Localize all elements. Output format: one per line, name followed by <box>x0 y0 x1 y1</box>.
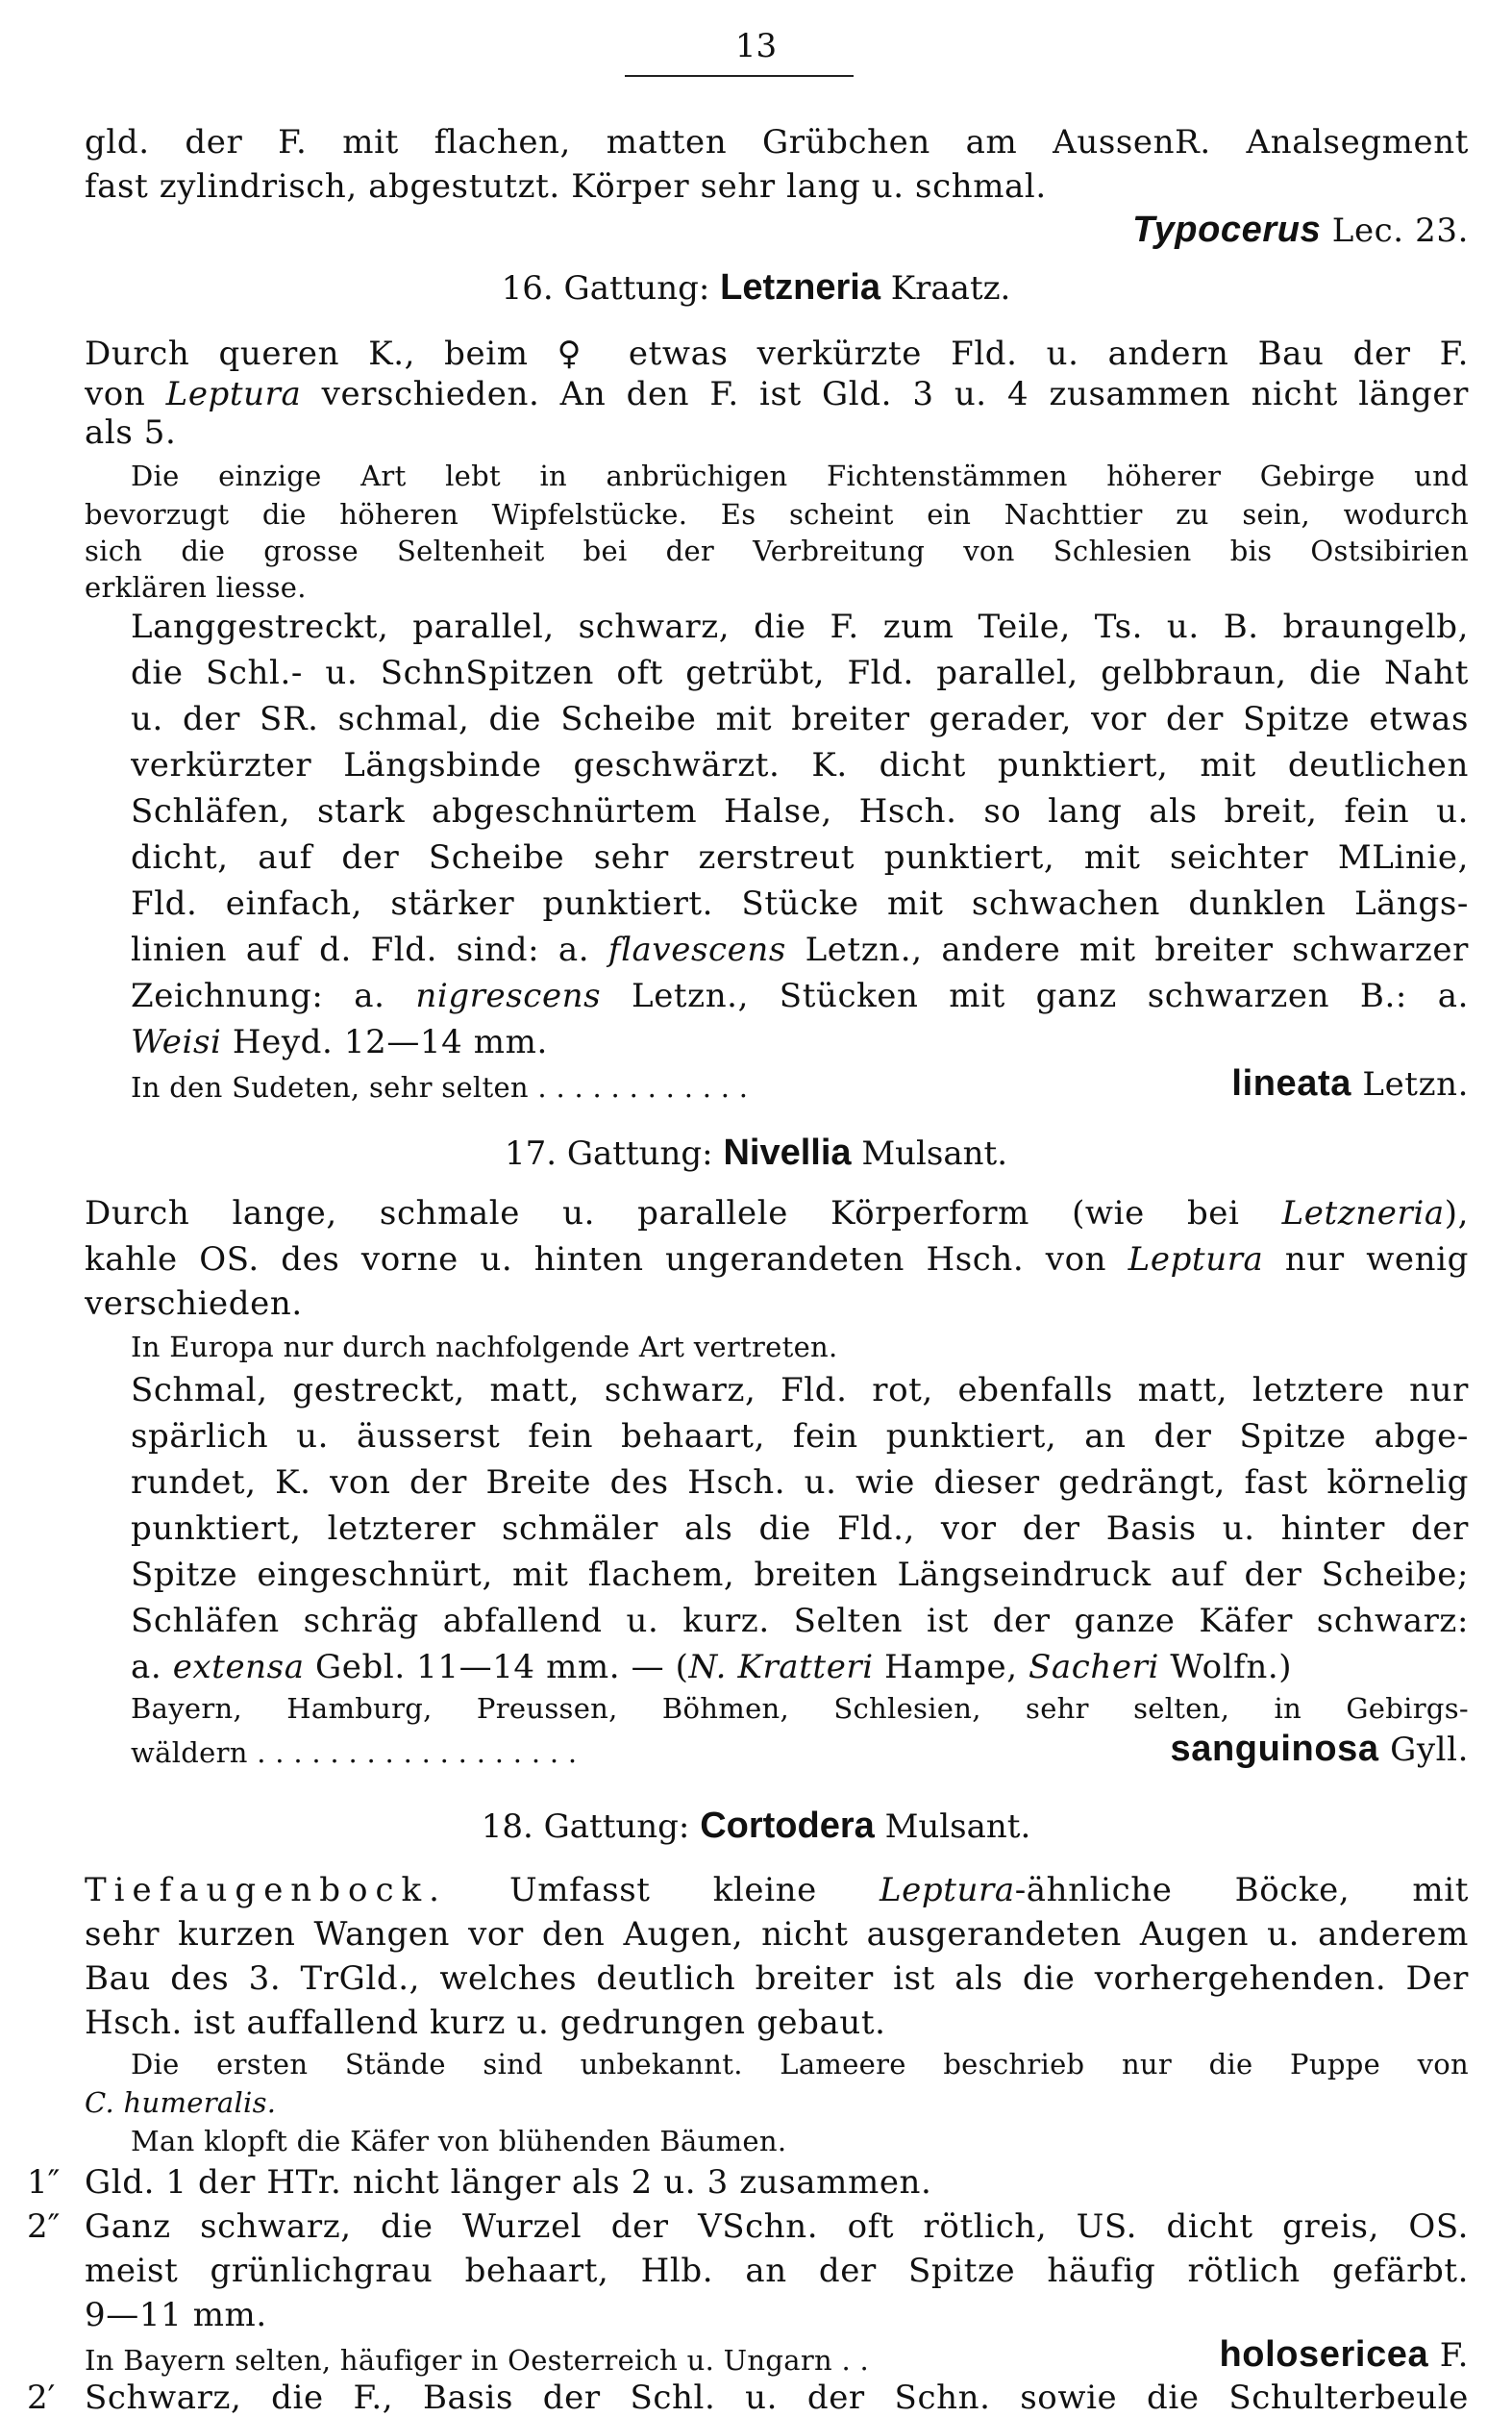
section-heading-16: 16. Gattung: Letzneria Kraatz. <box>501 267 1011 308</box>
text-line: Schwarz, die F., Basis der Schl. u. der Schn. sowie die Schulterbeule <box>85 2379 1469 2417</box>
species-name: lineata <box>1231 1063 1351 1104</box>
text-line: 9—11 mm. <box>85 2296 267 2334</box>
text-line: fast zylindrisch, abgestutzt. Körper sehr lang u. schmal. <box>85 167 1047 206</box>
text-line: dicht, auf der Scheibe sehr zerstreut punktiert, mit seichter MLinie, <box>131 838 1469 877</box>
text-line: Spitze eingeschnürt, mit flachem, breiten Längseindruck auf der Scheibe; <box>131 1556 1469 1594</box>
page-number: 13 <box>734 27 778 65</box>
text-line: meist grünlichgrau behaart, Hlb. an der Spitze häufig rötlich gefärbt. <box>85 2252 1469 2290</box>
text-line: C. humeralis. <box>85 2086 277 2119</box>
key-number: 1″ <box>27 2163 61 2202</box>
species-name-line: holosericea F. <box>1219 2334 1469 2375</box>
text-line: sehr kurzen Wangen vor den Augen, nicht ausgerandeten Augen u. anderem <box>85 1915 1469 1954</box>
text-line: von Leptura verschieden. An den F. ist Gld. 3 u. 4 zusammen nicht länger <box>85 375 1469 413</box>
text-line: Schläfen, stark abgeschnürtem Halse, Hsch. so lang als breit, fein u. <box>131 792 1469 831</box>
text-line: Langgestreckt, parallel, schwarz, die F. zum Teile, Ts. u. B. braungelb, <box>131 608 1469 646</box>
text-line: Zeichnung: a. nigrescens Letzn., Stücken mit ganz schwarzen B.: a. <box>131 977 1469 1015</box>
species-name-line: sanguinosa Gyll. <box>1170 1729 1469 1769</box>
genus-reference-line <box>85 210 1469 251</box>
text-line: In Europa nur durch nachfolgende Art vertreten. <box>131 1331 838 1363</box>
species-name: holosericea <box>1219 2334 1429 2375</box>
text-line: gld. der F. mit flachen, matten Grübchen am AussenR. Analsegment <box>85 123 1469 162</box>
genus-name: Letzneria <box>720 267 880 308</box>
text-line: Die ersten Stände sind unbekannt. Lameere beschrieb nur die Puppe von <box>131 2048 1469 2081</box>
text-line: linien auf d. Fld. sind: a. flavescens Letzn., andere mit breiter schwarzer <box>131 931 1469 969</box>
species-distribution-line: In Bayern selten, häufiger in Oesterreich u. Ungarn . . <box>85 2344 870 2377</box>
section-heading-18: 18. Gattung: Cortodera Mulsant. <box>481 1806 1031 1846</box>
author-citation: Lec. 23. <box>1331 212 1469 250</box>
text-line: Schmal, gestreckt, matt, schwarz, Fld. rot, ebenfalls matt, letztere nur <box>131 1371 1469 1409</box>
section-heading-17: 17. Gattung: Nivellia Mulsant. <box>504 1133 1008 1173</box>
text-line: erklären liesse. <box>85 571 307 604</box>
text-line: als 5. <box>85 413 177 452</box>
text-line: Tiefaugenbock. Umfasst kleine Leptura-ähnliche Böcke, mit <box>85 1871 1469 1909</box>
text-line: Man klopft die Käfer von blühenden Bäumen. <box>131 2125 787 2157</box>
species-distribution-line: In den Sudeten, sehr selten . . . . . . . . . . . . <box>131 1071 749 1104</box>
header-rule <box>625 75 854 77</box>
text-line: Weisi Heyd. 12—14 mm. <box>131 1023 548 1061</box>
text-line: bevorzugt die höheren Wipfelstücke. Es scheint ein Nachttier zu sein, wodurch <box>85 498 1469 531</box>
text-line: die Schl.- u. SchnSpitzen oft getrübt, Fld. parallel, gelbbraun, die Naht <box>131 654 1469 692</box>
text-line: verschieden. <box>85 1284 303 1323</box>
text-line: Durch queren K., beim ♀ etwas verkürzte Fld. u. andern Bau der F. <box>85 335 1469 373</box>
key-number: 2″ <box>27 2207 61 2246</box>
species-name: sanguinosa <box>1170 1729 1379 1769</box>
text-line: spärlich u. äusserst fein behaart, fein punktiert, an der Spitze abge- <box>131 1417 1469 1456</box>
text-line: Hsch. ist auffallend kurz u. gedrungen gebaut. <box>85 2004 886 2042</box>
text-line: u. der SR. schmal, die Scheibe mit breiter gerader, vor der Spitze etwas <box>131 700 1469 738</box>
text-line: Ganz schwarz, die Wurzel der VSchn. oft rötlich, US. dicht greis, OS. <box>85 2207 1469 2246</box>
species-distribution-line: wäldern . . . . . . . . . . . . . . . . . . <box>131 1736 578 1769</box>
genus-name: Cortodera <box>700 1806 875 1846</box>
text-line: verkürzter Längsbinde geschwärzt. K. dicht punktiert, mit deutlichen <box>131 746 1469 785</box>
text-line: Durch lange, schmale u. parallele Körperform (wie bei Letzneria), <box>85 1194 1469 1233</box>
text-line: kahle OS. des vorne u. hinten ungerandeten Hsch. von Leptura nur wenig <box>85 1240 1469 1279</box>
text-line: Gld. 1 der HTr. nicht länger als 2 u. 3 zusammen. <box>85 2163 932 2202</box>
text-line: Die einzige Art lebt in anbrüchigen Fichtenstämmen höherer Gebirge und <box>131 460 1469 492</box>
genus-name: Typocerus <box>1132 210 1322 250</box>
text-line: Bayern, Hamburg, Preussen, Böhmen, Schlesien, sehr selten, in Gebirgs- <box>131 1692 1469 1725</box>
text-line: sich die grosse Seltenheit bei der Verbreitung von Schlesien bis Ostsibirien <box>85 535 1469 567</box>
genus-name: Nivellia <box>723 1133 852 1173</box>
key-number: 2′ <box>27 2379 56 2417</box>
text-line: Bau des 3. TrGld., welches deutlich breiter ist als die vorhergehenden. Der <box>85 1959 1469 1998</box>
text-line: punktiert, letzterer schmäler als die Fld., vor der Basis u. hinter der <box>131 1509 1469 1548</box>
text-line: Schläfen schräg abfallend u. kurz. Selten ist der ganze Käfer schwarz: <box>131 1602 1469 1640</box>
text-line: Fld. einfach, stärker punktiert. Stücke mit schwachen dunklen Längs- <box>131 885 1469 923</box>
text-line: rundet, K. von der Breite des Hsch. u. wie dieser gedrängt, fast körnelig <box>131 1463 1469 1502</box>
text-line: a. extensa Gebl. 11—14 mm. — (N. Kratteri Hampe, Sacheri Wolfn.) <box>131 1648 1293 1686</box>
species-name-line: lineata Letzn. <box>1231 1063 1469 1104</box>
